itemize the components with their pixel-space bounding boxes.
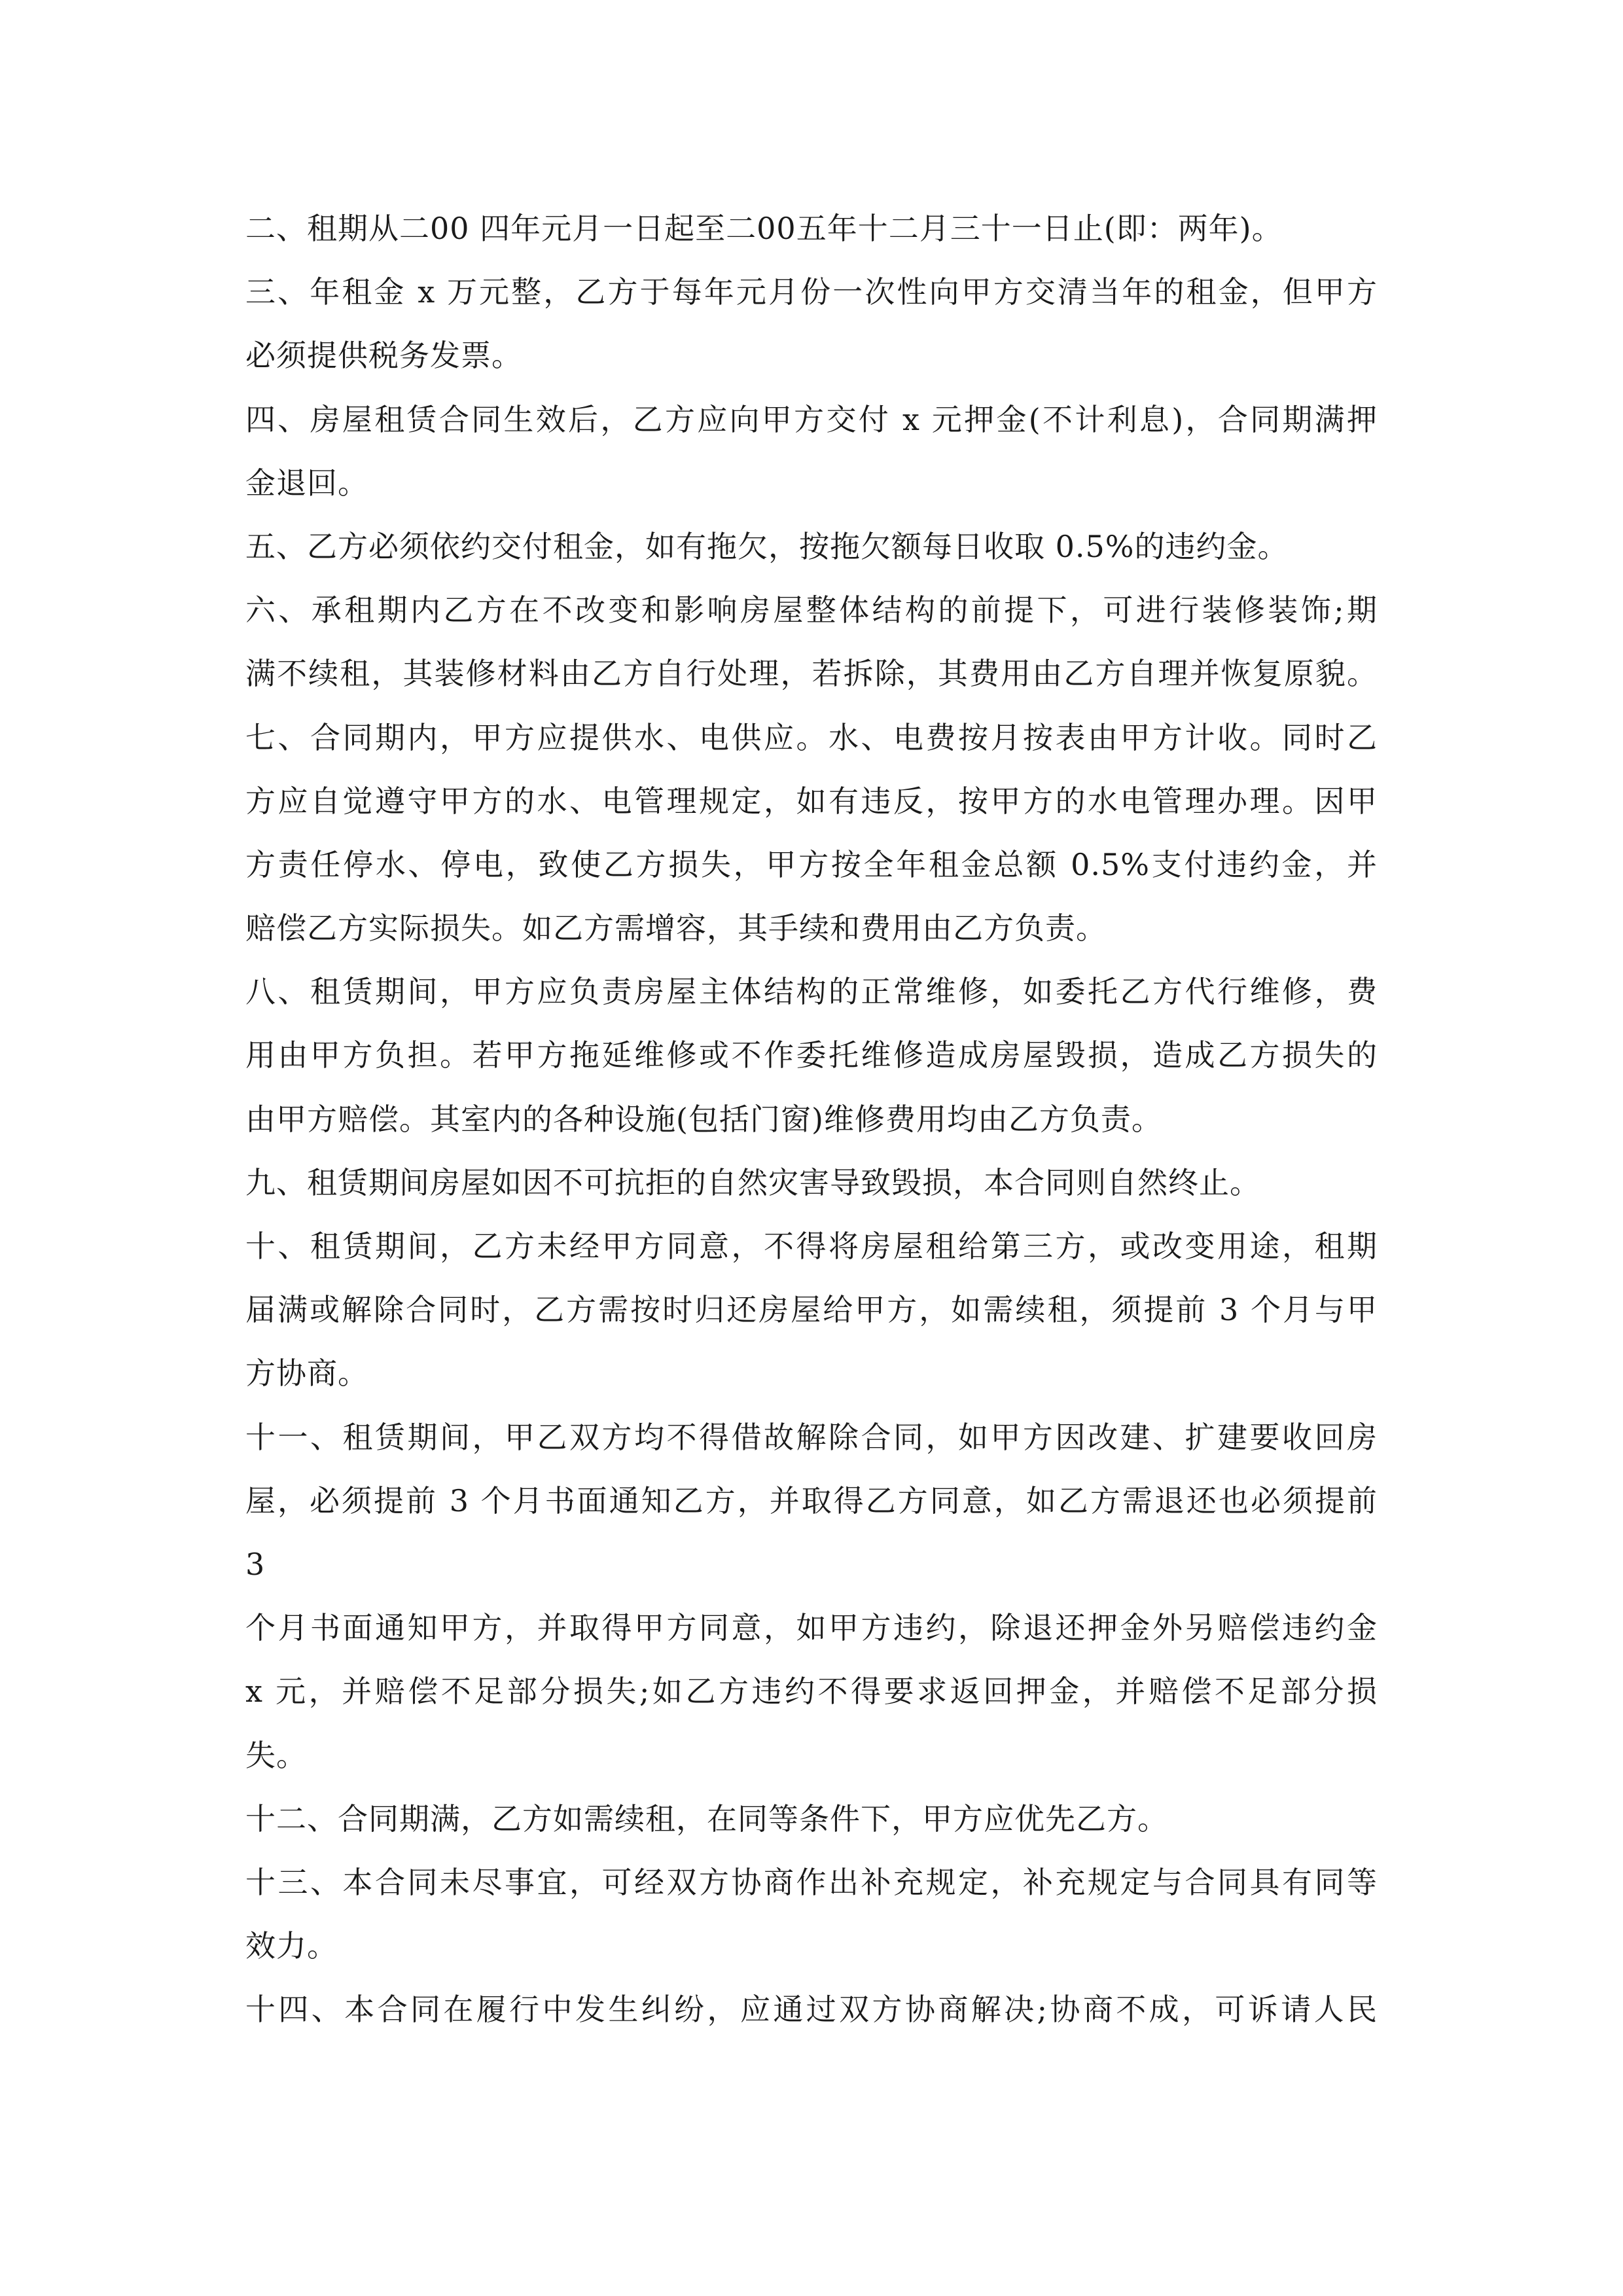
text-line: 十、租赁期间，乙方未经甲方同意，不得将房屋租给第三方，或改变用途，租期 <box>245 1229 1378 1264</box>
text-line: 七、合同期内，甲方应提供水、电供应。水、电费按月按表由甲方计收。同时乙 <box>245 719 1378 755</box>
text-line: 十四、本合同在履行中发生纠纷，应通过双方协商解决;协商不成，可诉请人民 <box>245 1992 1378 2028</box>
text-line: 必须提供税务发票。 <box>245 338 522 374</box>
text-line: 方责任停水、停电，致使乙方损失，甲方按全年租金总额 0.5%支付违约金，并 <box>245 846 1378 882</box>
text-line: x 元，并赔偿不足部分损失;如乙方违约不得要求返回押金，并赔偿不足部分损 <box>245 1674 1378 1710</box>
text-line: 十二、合同期满，乙方如需续租，在同等条件下，甲方应优先乙方。 <box>245 1801 1168 1837</box>
contract-body-text <box>245 197 1378 2041</box>
text-line: 三、年租金 x 万元整，乙方于每年元月份一次性向甲方交清当年的租金，但甲方 <box>245 274 1378 310</box>
text-line: 届满或解除合同时，乙方需按时归还房屋给甲方，如需续租，须提前 3 个月与甲 <box>245 1292 1378 1328</box>
text-line: 六、承租期内乙方在不改变和影响房屋整体结构的前提下，可进行装修装饰;期 <box>245 592 1378 628</box>
text-line: 二、租期从二00 四年元月一日起至二00五年十二月三十一日止(即：两年)。 <box>245 211 1283 246</box>
text-line: 用由甲方负担。若甲方拖延维修或不作委托维修造成房屋毁损，造成乙方损失的 <box>245 1037 1378 1073</box>
text-line: 方协商。 <box>245 1355 368 1391</box>
text-line: 八、租赁期间，甲方应负责房屋主体结构的正常维修，如委托乙方代行维修，费 <box>245 974 1378 1010</box>
text-line: 五、乙方必须依约交付租金，如有拖欠，按拖欠额每日收取 0.5%的违约金。 <box>245 528 1289 564</box>
text-line: 金退回。 <box>245 465 368 501</box>
text-line: 赔偿乙方实际损失。如乙方需增容，其手续和费用由乙方负责。 <box>245 910 1107 946</box>
text-line: 效力。 <box>245 1928 338 1964</box>
text-line: 十三、本合同未尽事宜，可经双方协商作出补充规定，补充规定与合同具有同等 <box>245 1864 1378 1900</box>
text-line: 满不续租，其装修材料由乙方自行处理，若拆除，其费用由乙方自理并恢复原貌。 <box>245 656 1378 692</box>
text-line: 方应自觉遵守甲方的水、电管理规定，如有违反，按甲方的水电管理办理。因甲 <box>245 783 1378 819</box>
text-line: 四、房屋租赁合同生效后，乙方应向甲方交付 x 元押金(不计利息)，合同期满押 <box>245 401 1378 437</box>
text-line: 由甲方赔偿。其室内的各种设施(包括门窗)维修费用均由乙方负责。 <box>245 1101 1162 1137</box>
text-line: 屋，必须提前 3 个月书面通知乙方，并取得乙方同意，如乙方需退还也必须提前 <box>245 1482 1378 1518</box>
text-line: 九、租赁期间房屋如因不可抗拒的自然灾害导致毁损，本合同则自然终止。 <box>245 1164 1260 1200</box>
text-line: 十一、租赁期间，甲乙双方均不得借故解除合同，如甲方因改建、扩建要收回房 <box>245 1419 1378 1455</box>
page-number-fragment: 3 <box>245 1546 266 1582</box>
text-line: 失。 <box>245 1737 307 1773</box>
text-line: 个月书面通知甲方，并取得甲方同意，如甲方违约，除退还押金外另赔偿违约金 <box>245 1610 1378 1646</box>
